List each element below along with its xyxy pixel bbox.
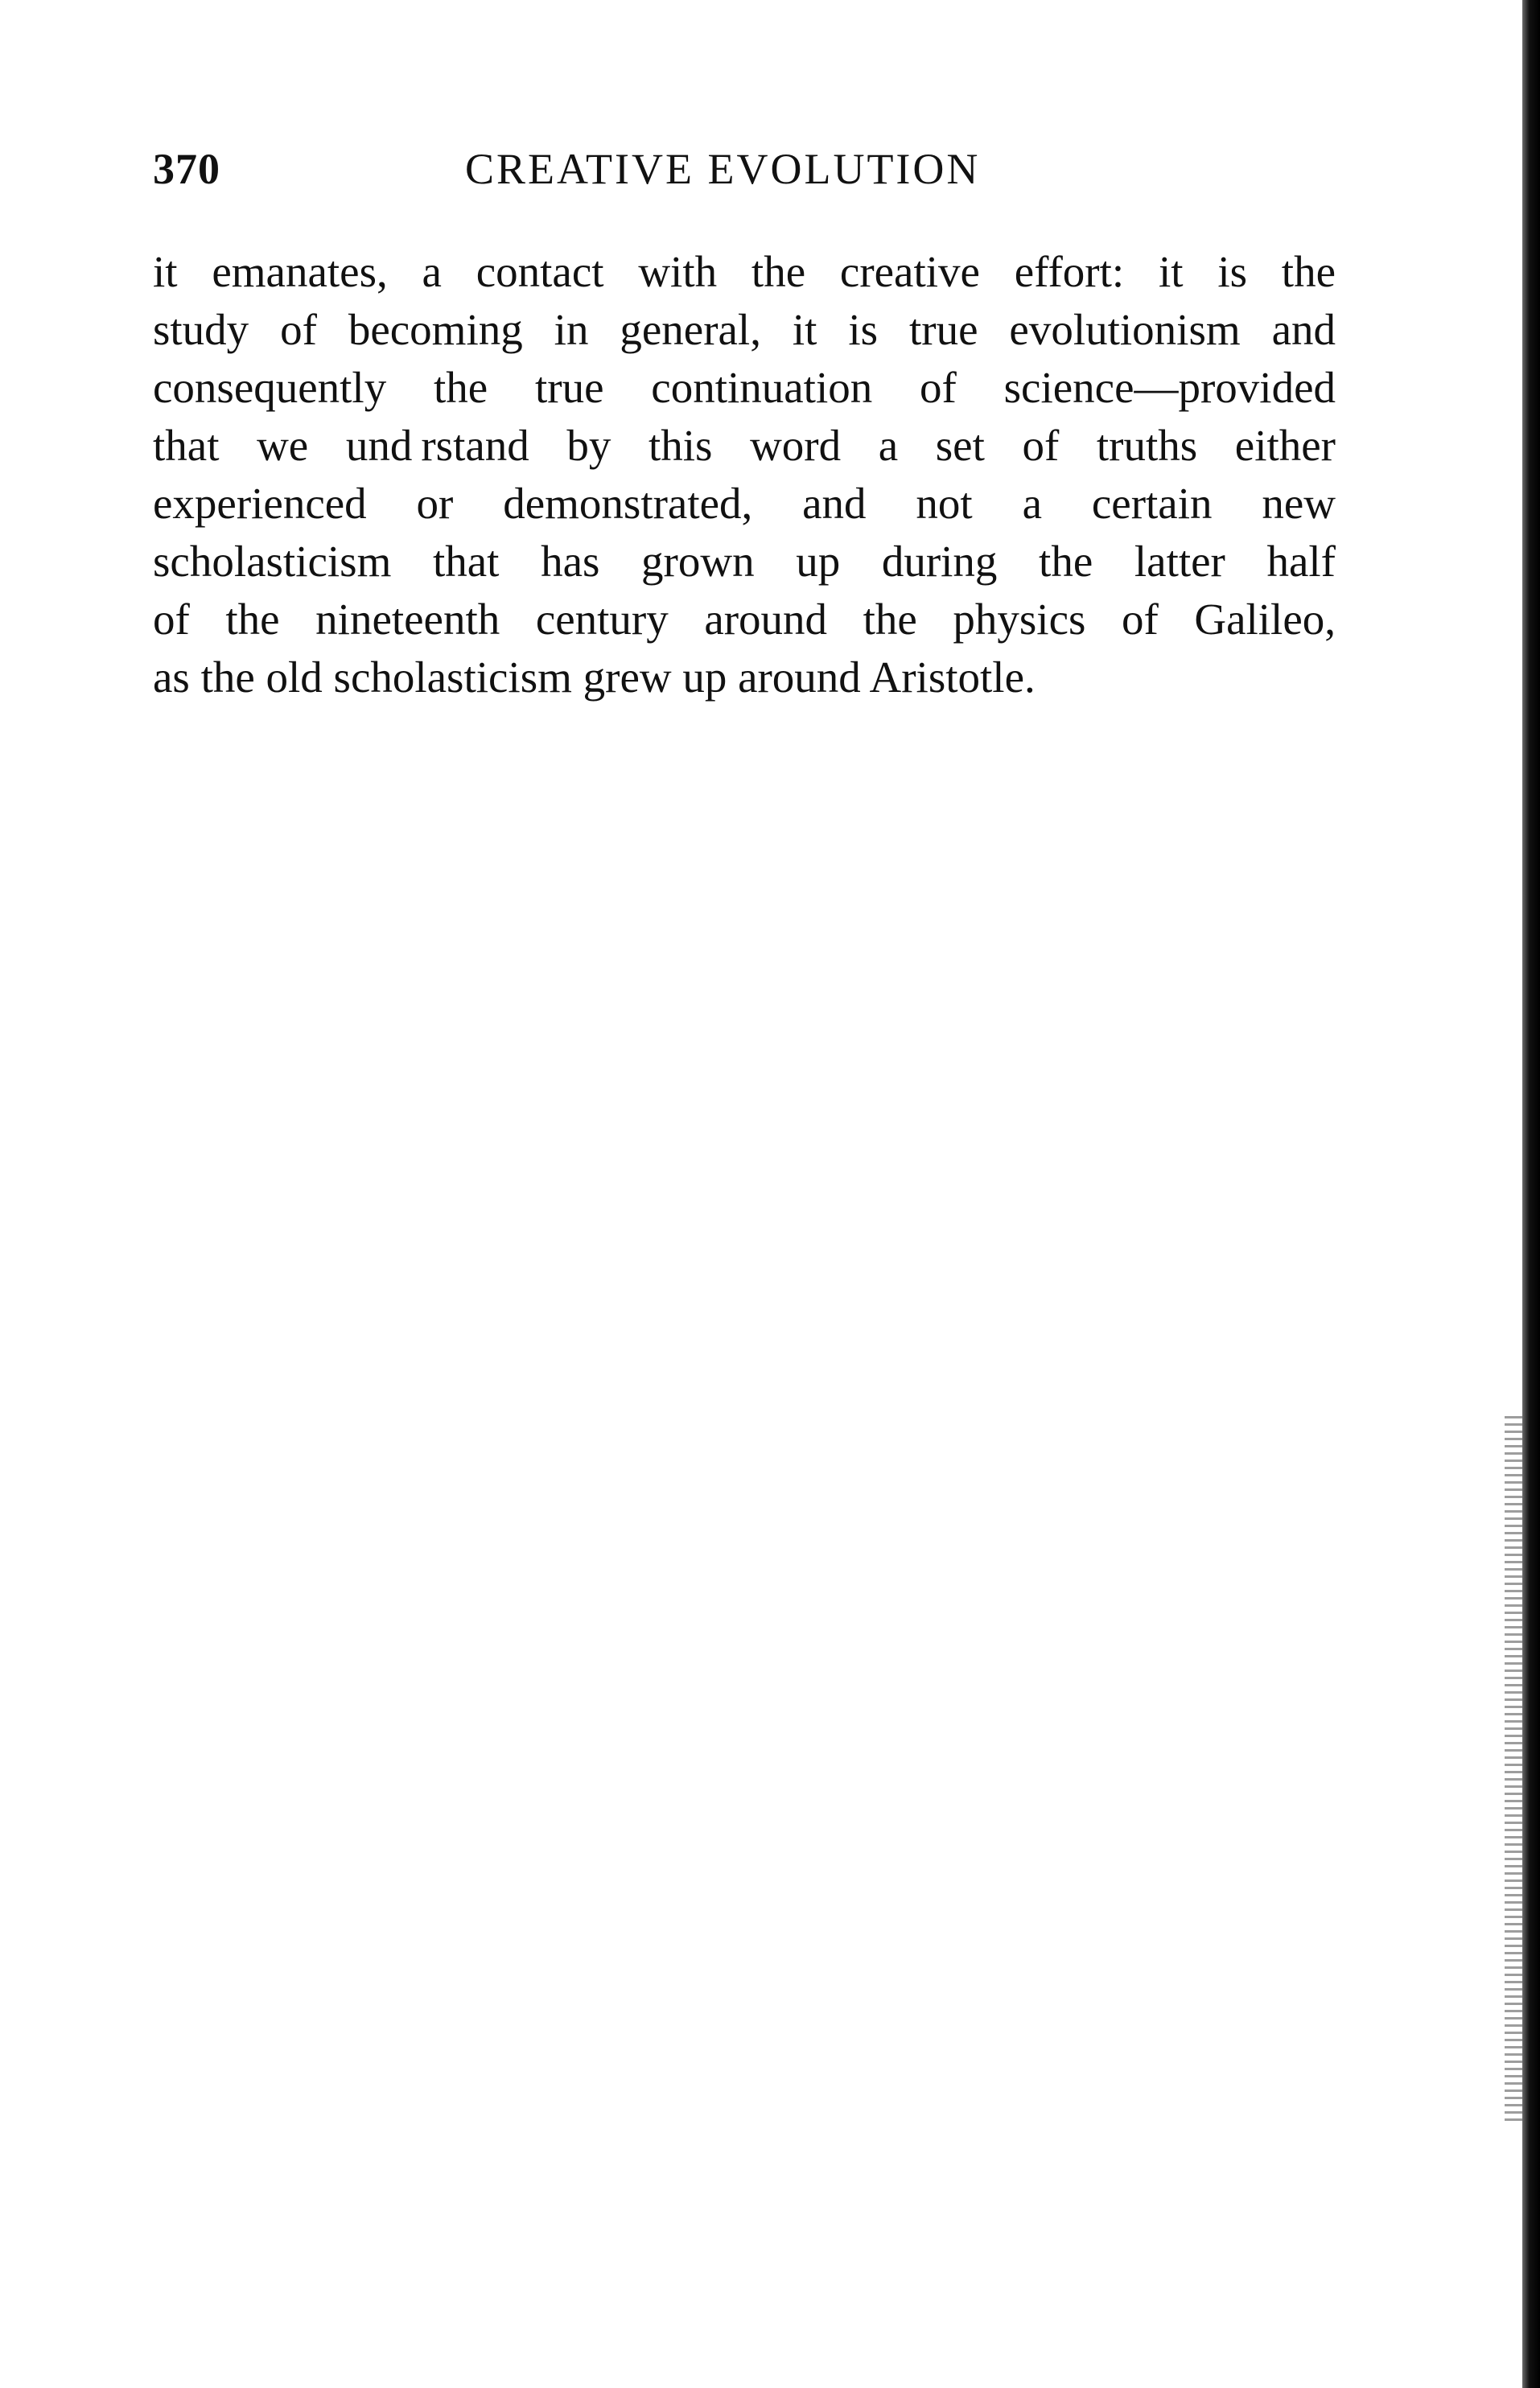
text-line: study of becoming in general, it is true evolutionism and	[153, 305, 1336, 354]
text-line: experienced or demonstrated, and not a certain new	[153, 479, 1336, 528]
page-number: 370	[153, 145, 220, 193]
text-line: of the nineteenth century around the physics of Galileo,	[153, 595, 1336, 644]
page-edge-shadow	[1522, 0, 1540, 2388]
body-paragraph	[153, 243, 1336, 706]
running-title: CREATIVE EVOLUTION	[465, 145, 981, 193]
running-head	[153, 137, 1344, 201]
text-line: consequently the true continuation of science—provided	[153, 363, 1336, 412]
page-edge-speckle	[1505, 1416, 1522, 2124]
text-line: scholasticism that has grown up during the latter half	[153, 537, 1336, 586]
text-line: it emanates, a contact with the creative effort: it is the	[153, 247, 1336, 296]
text-line: that we und rstand by this word a set of truths either	[153, 421, 1336, 470]
text-line: as the old scholasticism grew up around Aristotle.	[153, 653, 1036, 702]
